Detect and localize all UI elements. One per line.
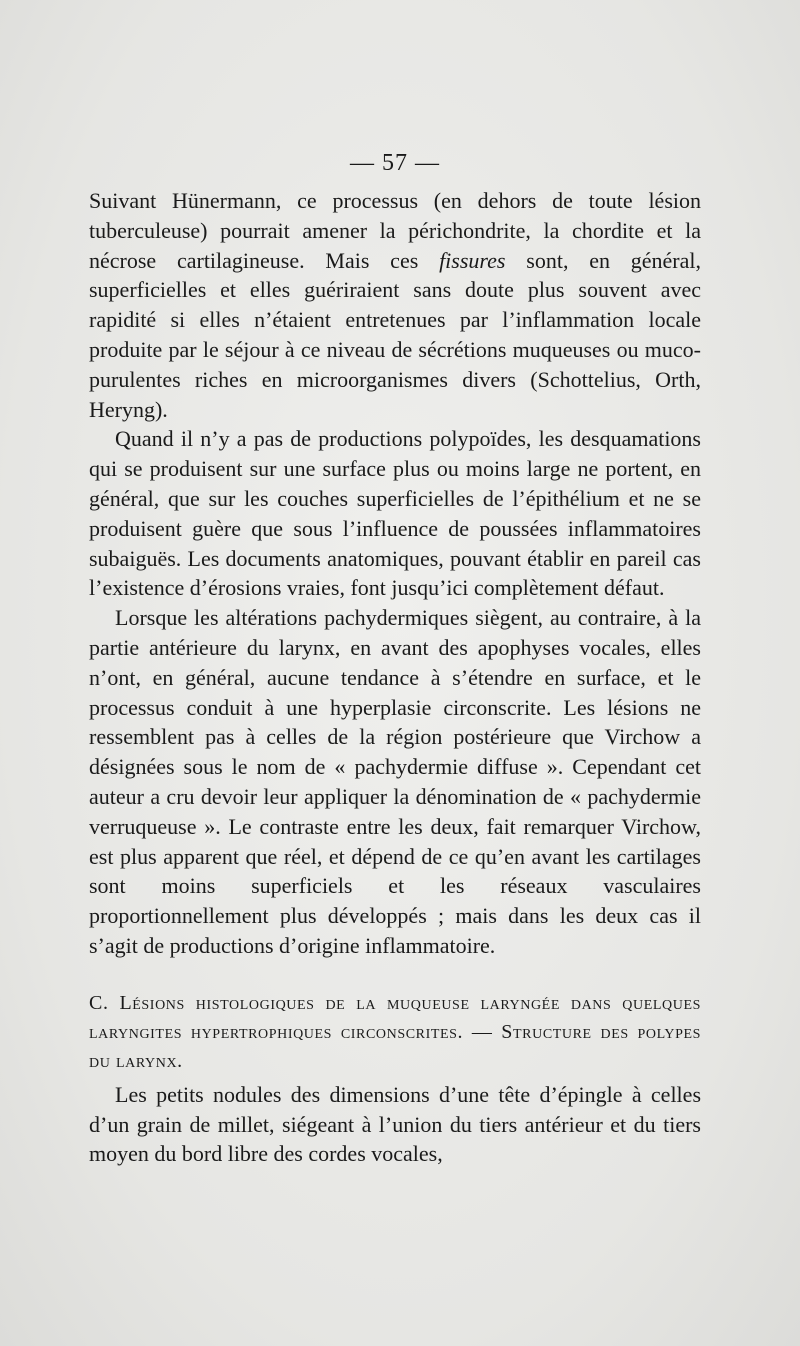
page-number: — 57 — [350,150,440,176]
document-page [89,148,701,1169]
section-heading: C. Lésions histologiques de la muqueuse laryngée dans quelques laryngites hypertrophiques circonscrites. — Structure des polypes du larynx. [89,991,701,1072]
paragraph-1-after: sont, en général, superficielles et elles guériraient sans doute plus souvent avec rapidité si elles n’étaient entretenues par l’inflammation locale produite par le séjour à ce niveau de sécrétions muqueuses ou muco-purulentes riches en microorganismes divers (Schottelius, Orth, Heryng). [89,247,701,422]
paragraph-1-before: Suivant Hünermann, ce processus (en dehors de toute lésion tuberculeuse) pourrait amener la périchondrite, la chordite et la nécrose cartilagineuse. Mais ces [89,188,701,273]
paragraph-1-emphasis: fissures [439,247,506,273]
paragraph-1 [89,186,701,424]
paragraph-4: Les petits nodules des dimensions d’une tête d’épingle à celles d’un grain de millet, siégeant à l’union du tiers antérieur et du tiers moyen du bord libre des cordes vocales, [89,1081,701,1167]
paragraph-3: Lorsque les altérations pachydermiques siègent, au contraire, à la partie antérieure du larynx, en avant des apophyses vocales, elles n’ont, en général, aucune tendance à s’étendre en surface, et le processus conduit à une hyperplasie circonscrite. Les lésions ne ressemblent pas à celles de la région postérieure que Virchow a désignées sous le nom de « pachydermie diffuse ». Cependant cet auteur a cru devoir leur appliquer la dénomination de « pachydermie verruqueuse ». Le contraste entre les deux, fait remarquer Virchow, est plus apparent que réel, et dépend de ce qu’en avant les cartilages sont moins superficiels et les réseaux vasculaires proportionnellement plus développés ; mais dans les deux cas il s’agit de productions d’origine inflammatoire. [89,605,701,958]
paragraph-2: Quand il n’y a pas de productions polypoïdes, les desquamations qui se produisent sur une surface plus ou moins large ne portent, en général, que sur les couches superficielles de l’épithélium et ne se produisent guère que sous l’influence de poussées inflammatoires subaiguës. Les documents anatomiques, pouvant établir en pareil cas l’existence d’érosions vraies, font jusqu’ici complètement défaut. [89,426,701,601]
